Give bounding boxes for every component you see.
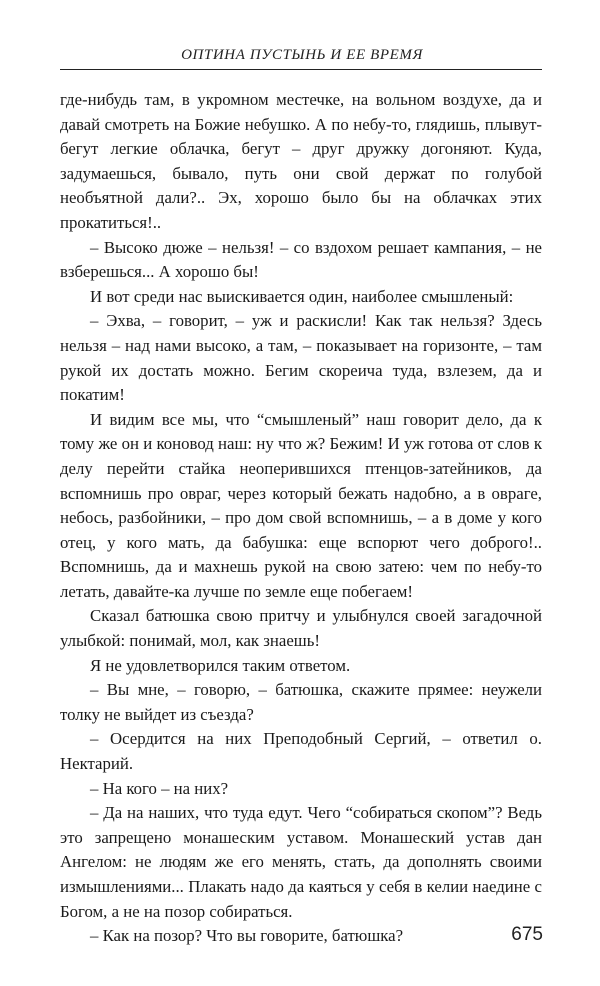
paragraph: где-нибудь там, в укромном местечке, на вольном воздухе, да и давай смотреть на Божие небушко. А по небу-то, глядишь, плывут-бегут легкие облачка, бегут – друг дружку догоняют. Куда, задумаешься, бывало, путь они свой держат по голубой необъятной дали?.. Эх, хорошо было бы на облачках этих прокатиться!.. [60,90,542,232]
paragraph: И вот среди нас выискивается один, наиболее смышленый: [90,286,514,306]
paragraph: – Вы мне, – говорю, – батюшка, скажите прямее: неужели толку не выйдет из съезда? [60,680,542,724]
running-header: ОПТИНА ПУСТЫНЬ И ЕЕ ВРЕМЯ [181,47,423,63]
paragraph: – Осердится на них Преподобный Сергий, – ответил о. Нектарий. [60,729,542,774]
page-number: 675 [511,924,543,945]
paragraph: – Как на позор? Что вы говорите, батюшка? [90,926,404,946]
paragraph: – Да на наших, что туда едут. Чего “собираться скопом”? Ведь это запрещено монашеским уставом. Монашеский устав дан Ангелом: не людям же его менять, стать, да дополнять своими измышлениями... Плакать надо да каяться у себя в келии наедине с Богом, а не на позор собираться. [60,803,542,921]
page-body [60,88,542,949]
paragraph: – На кого – на них? [90,778,229,798]
paragraph: Я не удовлетворился таким ответом. [90,655,351,675]
header-rule [60,69,542,70]
paragraph: И видим все мы, что “смышленый” наш говорит дело, да к тому же он и коновод наш: ну что ж? Бежим! И уж готова от слов к делу перейти стайка неоперившихся птенцов-затейников, да вспомнишь про овраг, через который бежать надобно, а в овраге, небось, разбойники, – про дом свой вспомнишь, – а в доме у кого отец, у кого мать, да бабушка: еще вспорют чего доброго!.. Вспомнишь, да и махнешь рукой на свою затею: чем по небу-то летать, давайте-ка лучше по земле еще побегаем! [60,409,542,601]
paragraph: – Эхва, – говорит, – уж и раскисли! Как так нельзя? Здесь нельзя – над нами высоко, а там, – показывает на горизонте, – там рукой их достать можно. Бегим скореича туда, взлезем, да и покатим! [60,311,542,405]
paragraph: Сказал батюшка свою притчу и улыбнулся своей загадочной улыбкой: понимай, мол, как знаешь! [60,606,542,651]
paragraph: – Высоко дюже – нельзя! – со вздохом решает кампания, – не взберешься... А хорошо бы! [60,237,542,282]
